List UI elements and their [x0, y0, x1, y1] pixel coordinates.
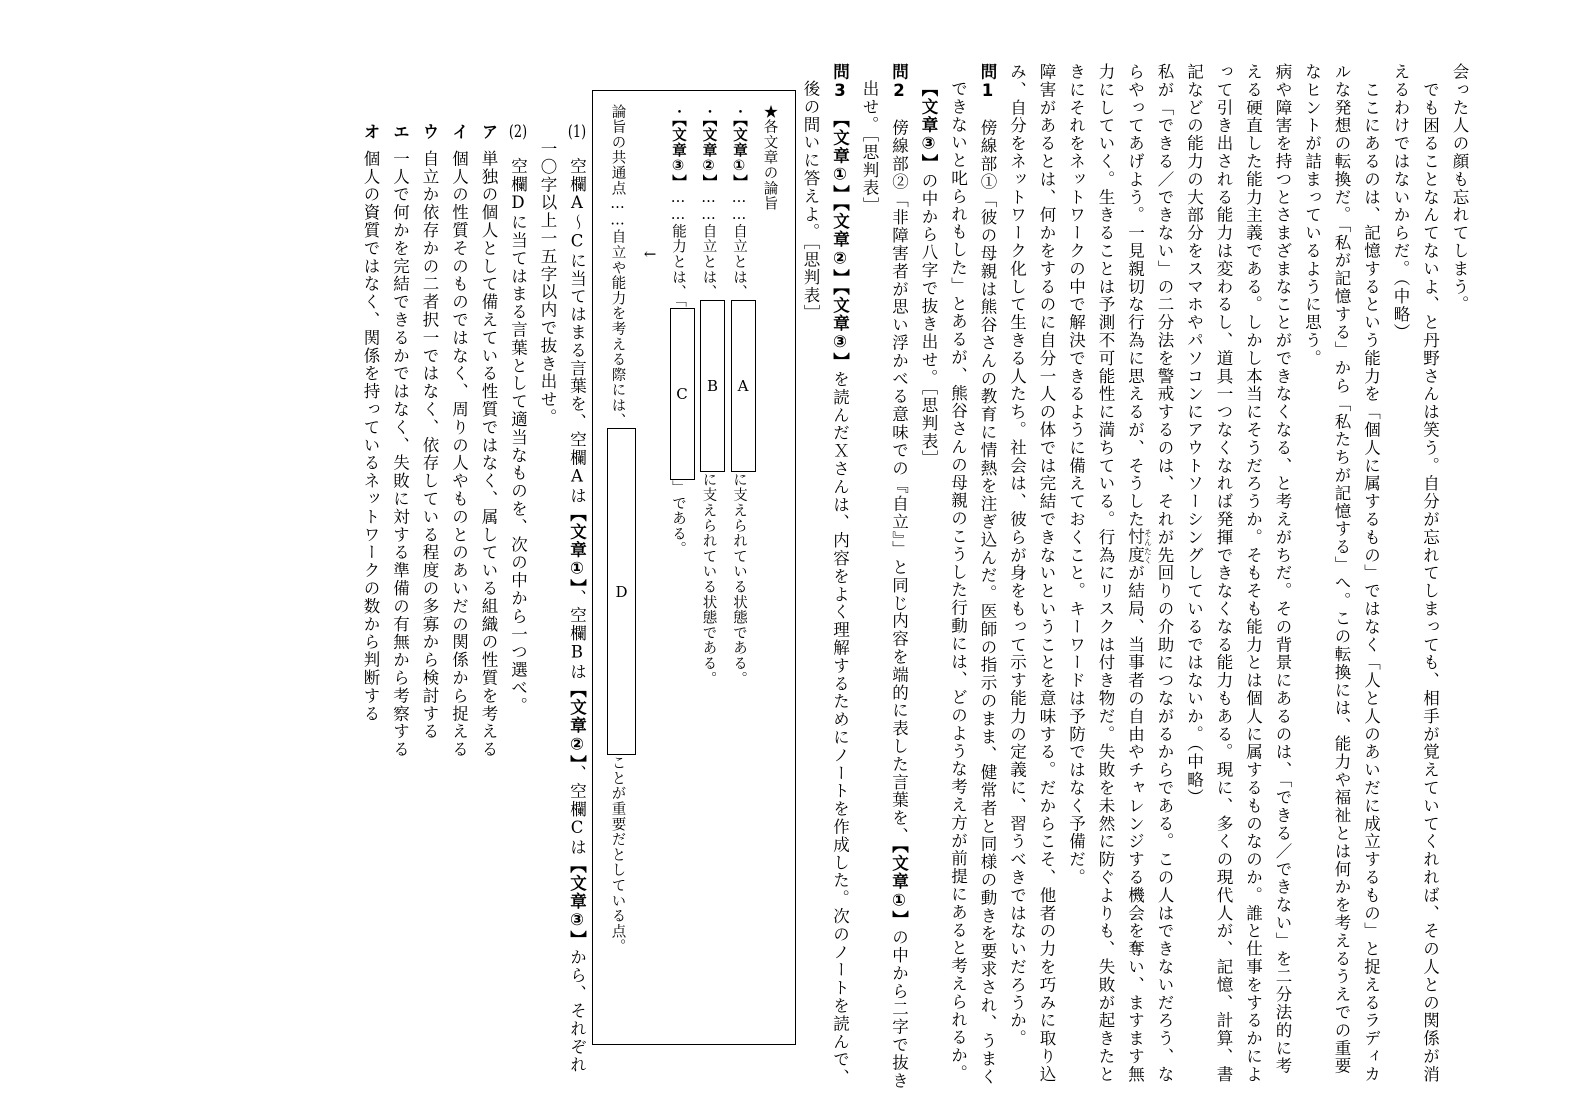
- left-arrow-icon: ←: [643, 245, 657, 263]
- subquestion-2-text: 空欄Dに当てはまる言葉として適当なものを、次の中から一つ選べ。: [508, 139, 528, 715]
- passage-ref-3: 【文章③】: [919, 79, 938, 172]
- passage-refs-all: 【文章①】【文章②】【文章③】: [830, 119, 850, 371]
- passage-ref-2: 【文章②】: [700, 119, 717, 191]
- question-1-text: 傍線部①「彼の母親は熊谷さんの教育に情熱を注ぎ込んだ。医師の指示のまま、健常者と同様の動きを要求され、うまくできないと叱られもした」とあるが、熊谷さんの母親のこうした行動には、どのような考え方が前提にあると考えられるか。: [948, 79, 997, 1086]
- passage-ref-2: 【文章②】: [567, 680, 587, 765]
- option-a[interactable]: [474, 123, 504, 1091]
- blank-c-label: C: [673, 385, 691, 404]
- option-o-text: 個人の資質ではなく、関係を持っているネットワークの数から判断する: [361, 149, 380, 723]
- note-common-point: [604, 104, 637, 1031]
- option-e-text: 一人で何かを完結できるかではなく、失敗に対する準備の有無から考察する: [390, 149, 410, 759]
- passage-ref-1: 【文章①】: [567, 505, 587, 589]
- option-o[interactable]: [356, 123, 386, 1091]
- ruby-word: 忖度 そんたく: [1125, 528, 1153, 565]
- option-a-label: ア: [479, 123, 498, 141]
- option-u-label: ウ: [420, 123, 439, 141]
- question-1-label: 問1: [978, 63, 997, 102]
- question-2-label: 問2: [889, 63, 909, 102]
- blank-b[interactable]: [700, 300, 725, 472]
- passage-ref-1: 【文章①】: [731, 119, 747, 191]
- ruby-reading: そんたく: [1143, 528, 1153, 565]
- note-common-text: 論旨の共通点……自立や能力を考える際には、: [609, 104, 626, 429]
- subquestion-1-label: (1): [567, 123, 587, 140]
- note-item-2: [695, 104, 726, 1031]
- passage-paragraph-2: でも困ることなんてないよ、と丹野さんは笑う。自分が忘れてしまっても、相手が覚えていてくれれば、その人との関係が消えるわけではないからだ。（中略）: [1391, 63, 1440, 1084]
- note-item-3-tail: 」である。: [670, 480, 686, 557]
- question-3-label: 問3: [830, 63, 850, 102]
- blank-c[interactable]: [670, 308, 695, 480]
- note-title: ★各文章の論旨: [761, 104, 778, 212]
- bullet: ・: [700, 104, 717, 120]
- passage-ref-3: 【文章③】: [567, 856, 587, 949]
- passage-paragraph-3: ここにあるのは、記憶するという能力を「個人に属するもの」ではなく「人と人のあいだに成立するもの」と捉えるラディカルな発想の転換だ。「私が記憶する」から「私たちが記憶する」へ。この転換には、能力や福祉とは何かを考えるうえでの重要なヒントが詰まっているように思う。: [1302, 63, 1381, 1084]
- subquestion-1-text: 空欄A〜Cに当てはまる言葉を、空欄Aは: [567, 139, 587, 505]
- option-u-text: 自立か依存かの二者択一ではなく、依存している程度の多寡から検討する: [420, 149, 439, 741]
- passage-paragraph-4: 病や障害を持つとさまざまなことができなくなる、と考えがちだ。その背景にあるのは、「できる／できない」を二分法的に考える硬直した能力主義である。しかし本当にそうだろうか。そもそも能力とは個人に属するものなのか。誰と仕事をするかによって引き出される能力は変わるし、道具一つなくなれば発揮できなくなる能力もある。現に、多くの現代人が、記憶、計算、書記などの能力の大部分をスマホやパソコンにアウトソーシングしているではないか。（中略）: [1184, 63, 1292, 1084]
- subquestion-1-instruction: から、それぞれ一〇字以上一五字以内で抜き出せ。: [538, 139, 587, 1074]
- blank-d-label: D: [612, 582, 631, 601]
- question-2: [855, 63, 914, 1091]
- option-i-text: 個人の性質そのものではなく、周りの人やものとのあいだの関係から捉える: [449, 149, 469, 759]
- arrow-line: [636, 240, 664, 1031]
- blank-a[interactable]: [731, 300, 756, 472]
- note-box: [592, 90, 796, 1045]
- option-e[interactable]: [385, 123, 415, 1091]
- paragraph-text: 私が「できる／できない」の二分法を警戒するのは、それが先回りの介助につながるからである。この人はできないだろう、ならやってあげよう。一見親切な行為に思えるが、そうした: [1125, 63, 1174, 1084]
- note-item-1-text: ……自立とは、: [731, 190, 747, 301]
- blank-a-label: A: [734, 377, 752, 396]
- option-a-text: 単独の個人として備えている性質ではなく、属している組織の性質を考える: [479, 149, 498, 759]
- question-3-gap: [831, 101, 850, 119]
- question-3: [796, 63, 855, 1091]
- option-e-label: エ: [390, 123, 410, 141]
- question-2-instruction: の中から二字で抜き出せ。［思判表］: [860, 79, 909, 1090]
- question-3-text: を読んだＸさんは、内容をよく理解するためにノートを作成した。次のノートを読んで、後の問いに答えよ。［思判表］: [801, 79, 850, 1087]
- note-item-3-text: ……能力とは、「: [670, 190, 686, 309]
- passage-ref-1: 【文章①】: [889, 844, 909, 929]
- passage-paragraph-6: 障害があるとは、何かをするのに自分一人の体では完結できないということを意味する。だからこそ、他者の力を巧みに取り込み、自分をネットワーク化して生きる人たち。社会は、彼らが身をもって示す能力の定義に、習うべきではないだろうか。: [1007, 63, 1056, 1084]
- note-item-1: [725, 104, 756, 1031]
- subquestion-1-text: 、空欄Cは: [567, 764, 587, 857]
- subquestion-2-label: (2): [508, 123, 528, 140]
- option-u[interactable]: [415, 123, 445, 1091]
- option-i[interactable]: [444, 123, 474, 1091]
- note-item-2-text: ……自立とは、: [700, 190, 717, 301]
- question-2-text: 傍線部②「非障害者が思い浮かべる意味での『自立』」と同じ内容を端的に表した言葉を、: [889, 101, 909, 845]
- subquestion-1: [533, 123, 592, 1091]
- exam-page: [234, 63, 1474, 1091]
- bullet: ・: [670, 104, 686, 120]
- option-o-label: オ: [361, 123, 380, 141]
- note-common-tail: ことが重要だとしている点。: [609, 755, 626, 955]
- note-item-1-tail: に支えられている状態である。: [731, 472, 747, 687]
- subquestion-2: [503, 123, 533, 1091]
- question-1: [914, 63, 1003, 1091]
- blank-d[interactable]: [607, 428, 636, 755]
- passage-ref-3: 【文章③】: [670, 119, 686, 191]
- passage-paragraph-1: 会った人の顔も忘れてしまう。: [1450, 63, 1469, 314]
- note-item-3: [664, 104, 695, 1031]
- passage-paragraph-5: [1061, 63, 1179, 1091]
- bullet: ・: [731, 104, 747, 120]
- question-1-instruction: の中から八字で抜き出せ。［思判表］: [919, 171, 938, 468]
- subquestion-1-text: 、空欄Bは: [567, 588, 587, 681]
- option-i-label: イ: [449, 123, 469, 141]
- note-item-2-tail: に支えられている状態である。: [700, 472, 717, 687]
- paragraph-text: が結局、当事者の自由やチャレンジする機会を奪い、ますます無力にしていく。生きることは予測不可能性に満ちている。行為にリスクは付き物だ。失敗を未然に防ぐよりも、失敗が起きたときにそれをネットワークの中で解決できるように備えておくこと。キーワードは予防ではなく予備だ。: [1066, 63, 1145, 1084]
- blank-b-label: B: [703, 377, 722, 396]
